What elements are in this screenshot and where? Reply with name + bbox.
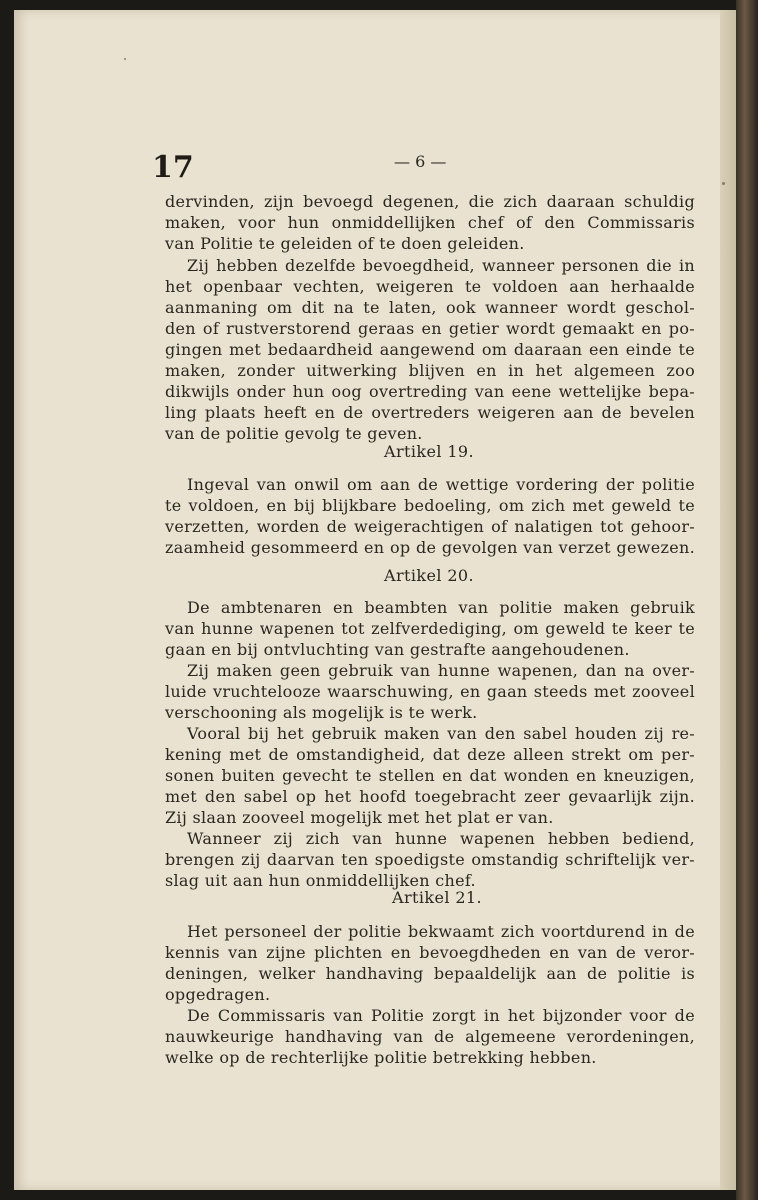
text-line: kennis van zijne plichten en bevoegdheden en van de veror- xyxy=(165,943,695,962)
text-line: dervinden, zijn bevoegd degenen, die zich daaraan schuldig xyxy=(165,192,695,211)
article-heading-21: Artikel 21. xyxy=(392,888,482,907)
text-line: Ingeval van onwil om aan de wettige vordering der politie xyxy=(187,475,695,494)
text-line: Zij maken geen gebruik van hunne wapenen, dan na over- xyxy=(187,661,695,680)
text-line: Wanneer zij zich van hunne wapenen hebben bediend, xyxy=(187,829,695,848)
page-number: — 6 — xyxy=(394,152,447,171)
text-line: maken, zonder uitwerking blijven en in het algemeen zoo xyxy=(165,361,695,380)
text-line: van de politie gevolg te geven. xyxy=(165,424,423,443)
text-line: ling plaats heeft en de overtreders weigeren aan de bevelen xyxy=(165,403,695,422)
text-line: gaan en bij ontvluchting van gestrafte aangehoudenen. xyxy=(165,640,630,659)
text-line: met den sabel op het hoofd toegebracht zeer gevaarlijk zijn. xyxy=(165,787,695,806)
text-line: brengen zij daarvan ten spoedigste omstandig schriftelijk ver- xyxy=(165,850,695,869)
text-line: aanmaning om dit na te laten, ook wanneer wordt geschol- xyxy=(165,298,695,317)
text-line: Zij slaan zooveel mogelijk met het plat er van. xyxy=(165,808,554,827)
text-line: De Commissaris van Politie zorgt in het bijzonder voor de xyxy=(187,1006,695,1025)
text-line: luide vruchtelooze waarschuwing, en gaan steeds met zooveel xyxy=(165,682,695,701)
book-binding xyxy=(736,0,758,1200)
text-line: den of rustverstorend geraas en getier wordt gemaakt en po- xyxy=(165,319,695,338)
text-line: kening met de omstandigheid, dat deze alleen strekt om per- xyxy=(165,745,695,764)
text-line: maken, voor hun onmiddellijken chef of den Commissaris xyxy=(165,213,695,232)
text-line: verschooning als mogelijk is te werk. xyxy=(165,703,478,722)
text-line: De ambtenaren en beambten van politie maken gebruik xyxy=(187,598,695,617)
text-line: Zij hebben dezelfde bevoegdheid, wanneer personen die in xyxy=(187,256,695,275)
text-line: opgedragen. xyxy=(165,985,271,1004)
text-line: gingen met bedaardheid aangewend om daaraan een einde te xyxy=(165,340,695,359)
text-line: van Politie te geleiden of te doen geleiden. xyxy=(165,234,525,253)
text-line: van hunne wapenen tot zelfverdediging, om geweld te keer te xyxy=(165,619,695,638)
margin-number: 17 xyxy=(152,150,194,185)
text-line: welke op de rechterlijke politie betrekking hebben. xyxy=(165,1048,597,1067)
text-line: nauwkeurige handhaving van de algemeene verordeningen, xyxy=(165,1027,695,1046)
paper-speck xyxy=(124,58,126,60)
text-line: slag uit aan hun onmiddellijken chef. xyxy=(165,871,476,890)
text-line: deningen, welker handhaving bepaaldelijk aan de politie is xyxy=(165,964,695,983)
article-heading-20: Artikel 20. xyxy=(384,566,474,585)
text-line: verzetten, worden de weigerachtigen of nalatigen tot gehoor- xyxy=(165,517,695,536)
text-line: Het personeel der politie bekwaamt zich voortdurend in de xyxy=(187,922,695,941)
article-heading-19: Artikel 19. xyxy=(384,442,474,461)
text-line: te voldoen, en bij blijkbare bedoeling, om zich met geweld te xyxy=(165,496,695,515)
text-line: dikwijls onder hun oog overtreding van eene wettelijke bepa- xyxy=(165,382,695,401)
text-line: zaamheid gesommeerd en op de gevolgen van verzet gewezen. xyxy=(165,538,695,557)
text-line: het openbaar vechten, weigeren te voldoen aan herhaalde xyxy=(165,277,695,296)
text-line: sonen buiten gevecht te stellen en dat wonden en kneuzigen, xyxy=(165,766,695,785)
paper-speck xyxy=(722,182,725,185)
text-line: Vooral bij het gebruik maken van den sabel houden zij re- xyxy=(187,724,695,743)
